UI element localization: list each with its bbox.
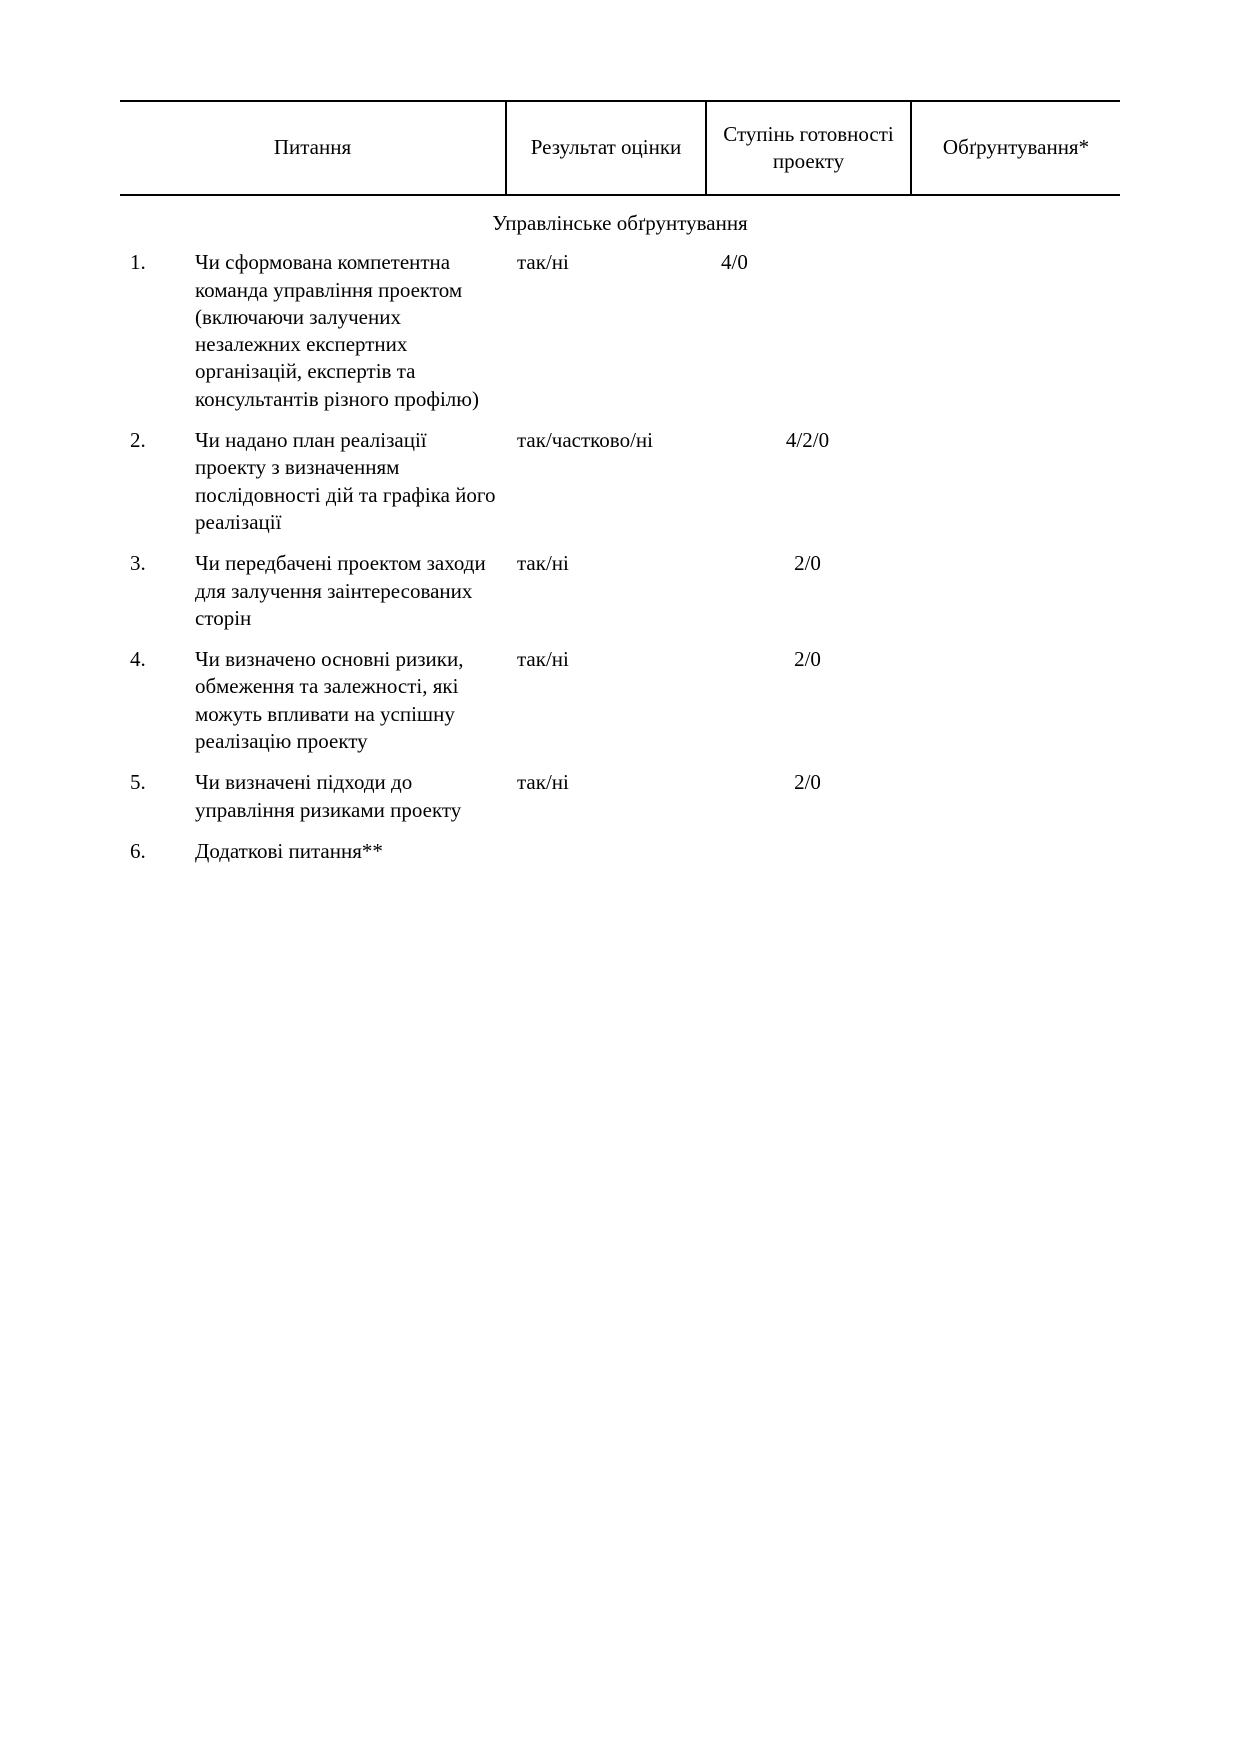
result-cell: так/ні — [517, 647, 569, 672]
question-cell: Чи передбачені проектом заходи для залучення заінтересованих сторін — [195, 551, 486, 630]
section-title: Управлінське обґрунтування — [492, 211, 748, 235]
readiness-cell: 2/0 — [794, 551, 821, 576]
assessment-table — [120, 100, 1120, 879]
row-number: 2. — [130, 428, 146, 453]
row-number: 1. — [130, 250, 146, 275]
row-number: 3. — [130, 551, 146, 576]
row-number: 5. — [130, 770, 146, 795]
table-row — [120, 550, 1120, 632]
table-row — [120, 249, 1120, 413]
table-row — [120, 646, 1120, 755]
result-cell: так/частково/ні — [517, 428, 653, 453]
readiness-cell: 4/0 — [721, 250, 748, 275]
header-question: Питання — [273, 135, 352, 160]
result-cell: так/ні — [517, 250, 569, 275]
row-number: 6. — [130, 838, 146, 863]
row-number: 4. — [130, 647, 146, 672]
header-readiness: Ступінь готовності проекту — [705, 102, 910, 194]
table-row — [120, 769, 1120, 824]
readiness-cell: 4/2/0 — [785, 428, 830, 453]
table-row — [120, 838, 1120, 865]
header-result: Результат оцінки — [505, 102, 705, 194]
readiness-cell: 2/0 — [794, 770, 821, 795]
table-header-row — [120, 100, 1120, 196]
question-cell: Чи визначено основні ризики, обмеження та залежності, які можуть впливати на успішну реалізацію проекту — [195, 647, 464, 754]
header-justification: Обґрунтування* — [910, 102, 1120, 194]
table-row — [120, 427, 1120, 536]
result-cell: так/ні — [517, 551, 569, 576]
question-cell: Додаткові питання** — [195, 838, 383, 863]
question-cell: Чи сформована компетентна команда управління проектом (включаючи залучених незалежних експертних організацій, експертів та консультантів різного профілю) — [195, 250, 479, 411]
readiness-cell: 2/0 — [794, 647, 821, 672]
result-cell: так/ні — [517, 770, 569, 795]
question-cell: Чи визначені підходи до управління ризиками проекту — [195, 770, 462, 822]
question-cell: Чи надано план реалізації проекту з визначенням послідовності дій та графіка його реалізації — [195, 428, 496, 534]
